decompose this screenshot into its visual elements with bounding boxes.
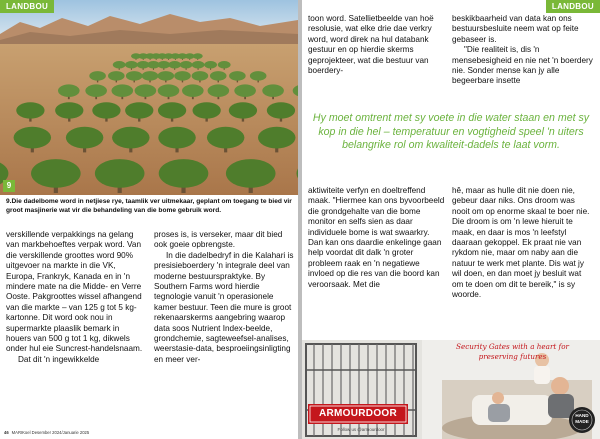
paragraph: "Die realiteit is, dis 'n mensebesigheid en nie net 'n boerdery nie. Sonder mense kan jy alle begeerbare insette [452,45,593,86]
section-tab: LANDBOU [546,0,600,13]
body-column-2 [154,230,294,365]
bottom-column-1 [308,186,445,290]
paragraph: Dat dit 'n ingewikkelde [18,354,100,364]
section-tab: LANDBOU [0,0,54,13]
ad-brand-name: ARMOURDOOR [319,408,397,419]
top-column-2 [452,14,594,87]
paragraph: aktiwiteite verfyn en doeltreffend maak. "Hiermee kan ons byvoorbeeld die grondgehalte van die bome monitor en selfs sien as daar individuele bome is wat swaarkry. Dan kan ons daardie enkelinge gaan help voordat dit dalk 'n groter probleem raak en 'n negatiewe invloed op die res van die boord kan veroorsaak. Met die [308,186,445,289]
paragraph: hê, maar as hulle dit nie doen nie, gebeur daar niks. Ons droom was nooit om op enorme skaal te boer nie. Die droom is om 'n lewe hieruit te maak, en daar is mos 'n leefstyl daaraan gekoppel. Ek praat nie van rykdom nie, maar om naby aan die natuur te werk met plante. Dis wat jy wil doen, en dan moet jy besluit wat om te doen om dit te bereik," is sy woorde. [452,186,590,300]
date-palm-orchard-photo [0,0,298,195]
ad-tagline-line-2: preserving futures [478,352,547,361]
ad-social-handle[interactable]: Follow us @armourdoor [337,427,385,432]
pull-quote: Hy moet omtrent met sy voete in die water staan en met sy kop in die hel – temperatuur en vogtigheid speel 'n uiters belangrike rol om kwaliteit-dadels te laat vorm. [312,112,590,152]
paragraph: beskikbaarheid van data kan ons bestuursbesluite neem wat op feite gebaseer is. [452,14,579,44]
paragraph: In die dadelbedryf in die Kalahari is presisieboerdery 'n integrale deel van moderne bestuurspraktyke. By Southern Farms word hierdie tegnologie vanuit 'n operasionele kamer bestuur. Teen die mure is groot rekenaarskerms aangebring waarop data soos Nutrient Index-beelde, grondchemie, sagteweefsel-analises, weerstasie-data, besproeiingsinligting en meer ver- [154,250,294,364]
publication-name: MARIKoel Desember 2024/Januarie 2025 [11,430,90,435]
paragraph: verskillende verpakkings na gelang van markbehoeftes verpak word. Van die verskillende groottes word 90% uitgevoer na markte in die VK, Europa, Frankryk, Kanada en in 'n mindere mate na die Midde- en Verre Ooste. Pakgroottes wissel afhangend van die markte – van 125 g tot 5 kg-kartonne. Dit word ook nou in supermarkte plaaslik bemark in houers van 500 g tot 1 kg, dikwels onder hul eie Suncrest-handelsnaam. [6,230,143,354]
photo-caption: 9.Die dadelbome word in netjiese rye, taamlik ver uitmekaar, geplant om toegang te bied vir groot masjinerie wat vir die behandeling van die bome gebruik word. [6,198,292,214]
top-column-1 [308,14,445,76]
left-page [0,0,298,439]
handmade-badge-text [569,413,595,425]
body-column-1 [6,230,146,365]
paragraph: proses is, is verseker, maar dit bied ook goeie opbrengste. [154,230,283,250]
paragraph: toon word. Satellietbeelde van hoë resolusie, wat elke drie dae verkry word, word direk na hul databank gestuur en op hierdie skerms geprojekteer, wat die bestuur van boerdery- [308,14,434,76]
page-number: 46 [4,430,9,435]
badge-line-2: MADE [575,419,589,424]
right-page [302,0,600,439]
bottom-column-2 [452,186,594,300]
badge-line-1: HAND [575,413,589,418]
armourdoor-advertisement[interactable] [302,340,600,439]
ad-tagline-line-1: Security Gates with a heart for [456,342,569,351]
page-footer [4,430,89,435]
photo-number-badge: 9 [3,180,15,192]
